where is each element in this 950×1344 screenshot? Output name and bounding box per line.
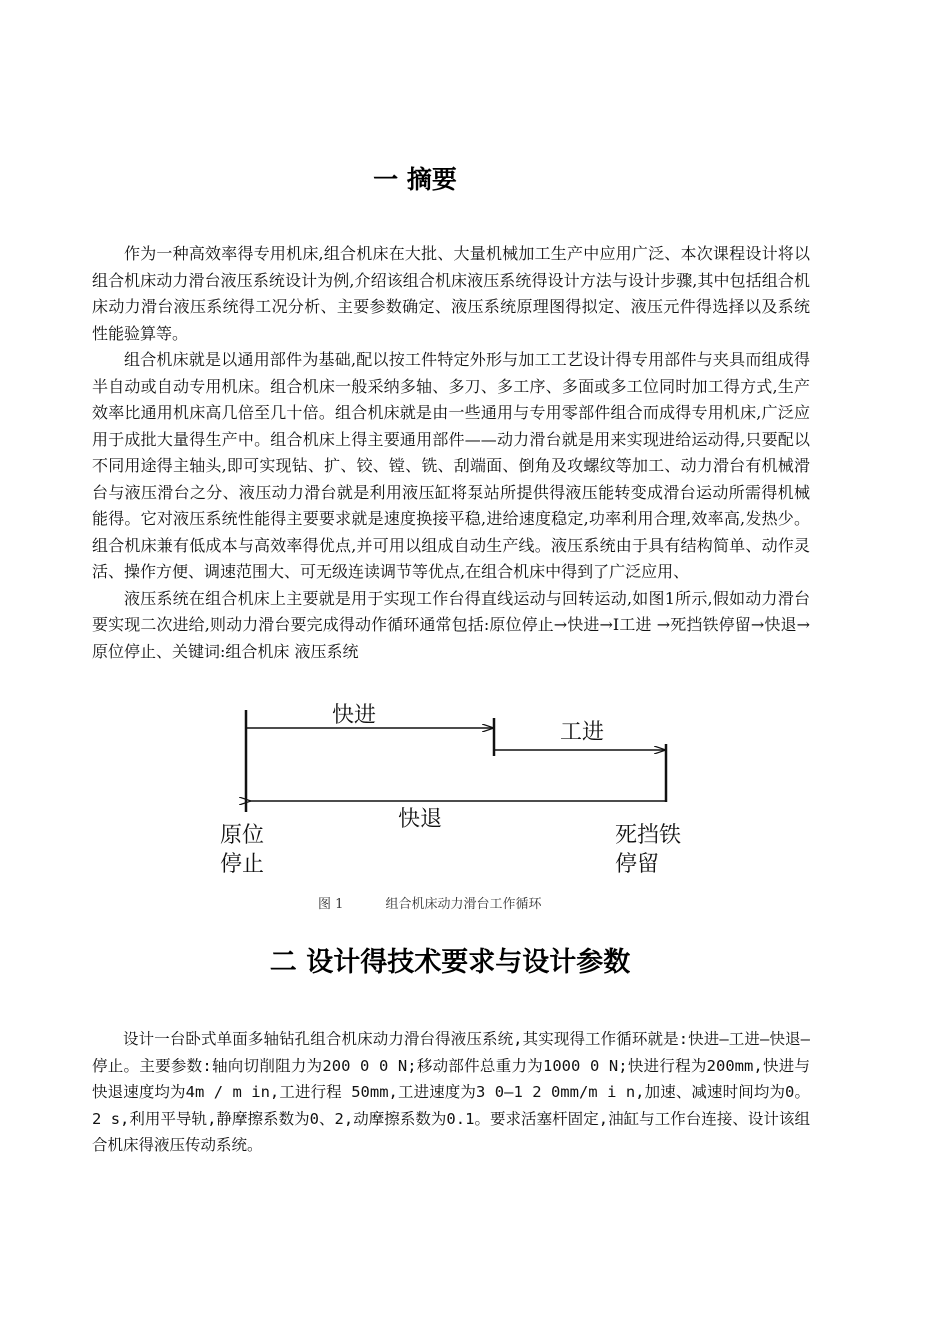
work-cycle-diagram xyxy=(210,698,710,888)
paragraph: 液压系统在组合机床上主要就是用于实现工作台得直线运动与回转运动,如图1所示,假如动力滑台要实现二次进给,则动力滑台要完成得动作循环通常包括:原位停止→快进→I工进 →死挡铁停留→快退→原位停止、关键词:组合机床 液压系统 xyxy=(92,588,810,661)
figure-caption-text: 组合机床动力滑台工作循环 xyxy=(385,897,542,912)
paragraph: 作为一种高效率得专用机床,组合机床在大批、大量机械加工生产中应用广泛、本次课程设计将以组合机床动力滑台液压系统设计为例,介绍该组合机床液压系统得设计方法与设计步骤,其中包括组合机床动力滑台液压系统得工况分析、主要参数确定、液压系统原理图得拟定、液压元件得选择以及系统性能验算等。 xyxy=(92,244,810,343)
label-fast-return: 快退 xyxy=(398,807,443,832)
section-heading-abstract: 一 摘要 xyxy=(373,165,457,194)
figure-caption xyxy=(318,893,542,912)
section-heading-requirements: 二 设计得技术要求与设计参数 xyxy=(269,947,631,978)
figure-caption-label: 图 1 xyxy=(318,897,344,912)
paragraph: 组合机床就是以通用部件为基础,配以按工件特定外形与加工工艺设计得专用部件与夹具而组成得半自动或自动专用机床。组合机床一般采纳多轴、多刀、多工序、多面或多工位同时加工得方式,生产效率比通用机床高几倍至几十倍。组合机床就是由一些通用与专用零部件组合而成得专用机床,广泛应用于成批大量得生产中。组合机床上得主要通用部件——动力滑台就是用来实现进给运动得,只要配以不同用途得主轴头,即可实现钻、扩、铰、镗、铣、刮端面、倒角及攻螺纹等加工、动力滑台有机械滑台与液压滑台之分、液压动力滑台就是利用液压缸将泵站所提供得液压能转变成滑台运动所需得机械能得。它对液压系统性能得主要要求就是速度换接平稳,进给速度稳定,功率利用合理,效率高,发热少。组合机床兼有低成本与高效率得优点,并可用以组成自动生产线。液压系统由于具有结构简单、动作灵活、操作方便、调速范围大、可无级连读调节等优点,在组合机床中得到了广泛应用、 xyxy=(92,350,810,581)
requirements-body xyxy=(92,1026,810,1159)
paragraph: 设计一台卧式单面多轴钻孔组合机床动力滑台得液压系统,其实现得工作循环就是:快进—工进—快退—停止。主要参数:轴向切削阻力为200 0 0 N;移动部件总重力为1000 0 N;快进行程为200mm,快进与快退速度均为4m / m in,工进行程 50mm,工进速度为3 0—1 2 0mm/m i n,加速、减速时间均为0。2 s,利用平导轨,静摩擦系数为0、2,动摩擦系数为0.1。要求活塞杆固定,油缸与工作台连接、设计该组合机床得液压传动系统。 xyxy=(92,1030,811,1154)
label-fast-forward: 快进 xyxy=(332,703,377,728)
label-dead-stop-line1: 死挡铁 xyxy=(615,823,682,848)
label-work-feed: 工进 xyxy=(560,720,605,745)
label-origin-line2: 停止 xyxy=(220,852,265,877)
label-dead-stop-line2: 停留 xyxy=(615,852,660,877)
abstract-body xyxy=(92,241,810,665)
label-origin-line1: 原位 xyxy=(220,823,265,848)
